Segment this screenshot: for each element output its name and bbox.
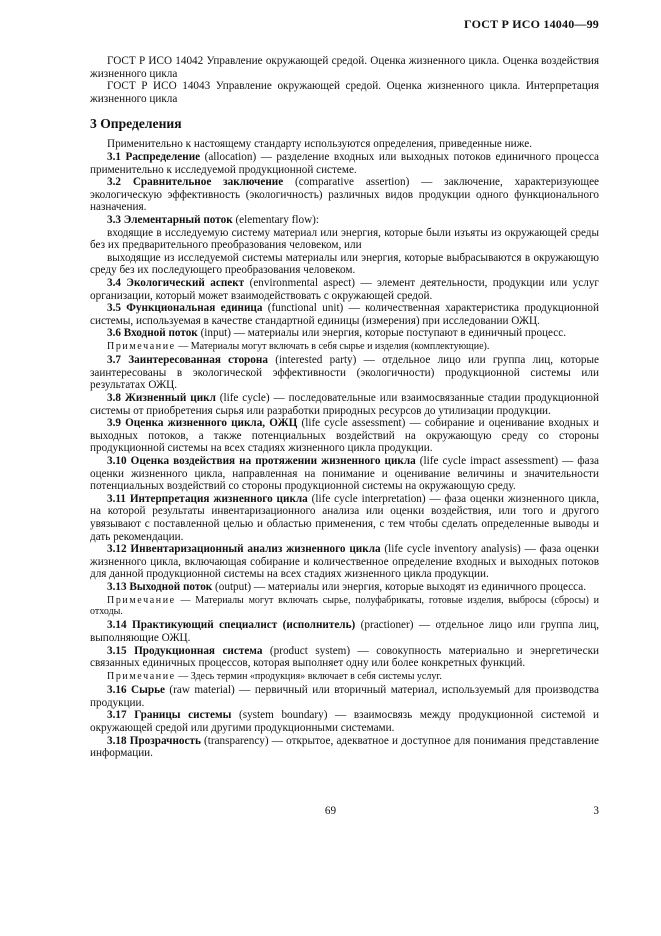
definition-number: 3.8 <box>107 392 121 405</box>
note-text: — Здесь термин «продукция» включает в себя системы услуг. <box>175 670 442 682</box>
definition-term: Функциональная единица <box>126 302 263 315</box>
definition-number: 3.14 <box>107 619 127 632</box>
definition-term: Прозрачность <box>129 734 201 747</box>
definition-text: (input) — материалы или энергия, которые поступают в единичный процесс. <box>197 327 567 340</box>
definition-3-6 <box>90 327 599 340</box>
definition-text: (life cycle interpretation) — фаза оценки жизненного цикла, на которой результаты инвентаризационного анализа или оценки воздействия, или того и другого увязывают с поставленной целью и областью применения, с тем чтобы сделать определенные выводы и дать рекомендации. <box>90 492 600 543</box>
definition-term: Продукционная система <box>134 644 263 657</box>
note-label: Примечание <box>107 340 176 352</box>
definition-text: (functional unit) — количественная характеристика продукционной системы, используемая в качестве стандартной единицы (измерения) при исследовании ОЖЦ. <box>90 302 600 327</box>
definition-text: (comparative assertion) — заключение, характеризующее экологическую эффективность (экологичность) различных видов продукции одного функционального назначения. <box>90 176 600 214</box>
definition-term: Элементарный поток <box>123 213 233 226</box>
definition-number: 3.11 <box>107 492 126 505</box>
definition-3-16 <box>90 684 599 709</box>
note-3-6 <box>90 341 599 352</box>
definition-3-3-output: выходящие из исследуемой системы материалы или энергия, которые выбрасываются в окружающую среду без их последующего преобразования человеком. <box>90 251 599 277</box>
definition-text: (life cycle impact assessment) — фаза оценки жизненного цикла, направленная на понимание и оценивание величины и значительности потенциальных воздействий со стороны продукционной системы на окружающую среду. <box>90 455 600 493</box>
definition-term: Заинтересованная сторона <box>128 354 268 367</box>
definition-3-1 <box>90 151 599 176</box>
definition-text: (interested party) — отдельное лицо или группа лиц, которые заинтересованы в экологической эффективности (экологичности) продукционной системы или результатах ОЖЦ. <box>90 354 599 392</box>
definition-3-15 <box>90 645 599 670</box>
definition-number: 3.2 <box>107 176 121 189</box>
definition-number: 3.1 <box>107 150 121 163</box>
definition-3-12 <box>90 543 599 581</box>
definition-text: (life cycle inventory analysis) — фаза оценки жизненного цикла, включающая собирание и количественное определение входных и выходных потоков для данной продукционной системы на всех стадиях жизненного цикла продукции. <box>90 543 599 581</box>
definition-text: (raw material) — первичный или вторичный материал, используемый для производства продукции. <box>90 684 599 709</box>
definition-term: Сравнительное заключение <box>132 176 284 189</box>
definition-text: (transparency) — открытое, адекватное и доступное для понимания представление информации. <box>90 734 599 760</box>
page-number-right: 3 <box>593 805 599 817</box>
definition-number: 3.7 <box>107 354 121 367</box>
definition-3-4 <box>90 277 599 302</box>
note-3-15 <box>90 671 599 682</box>
page-number-center: 69 <box>324 805 337 817</box>
definition-number: 3.17 <box>107 709 127 722</box>
definition-term: Границы системы <box>134 709 232 722</box>
definition-number: 3.4 <box>107 276 121 289</box>
reference-item: ГОСТ Р ИСО 14042 Управление окружающей средой. Оценка жизненного цикла. Оценка воздействия жизненного цикла <box>90 55 599 80</box>
definition-term: Распределение <box>125 150 201 163</box>
definition-3-11 <box>90 493 599 543</box>
definition-number: 3.3 <box>107 213 121 226</box>
page-header: ГОСТ Р ИСО 14040—99 <box>464 17 599 31</box>
definition-term: Интерпретация жизненного цикла <box>129 492 308 505</box>
document-body <box>90 55 599 760</box>
definition-term: Входной поток <box>123 327 198 340</box>
definition-number: 3.5 <box>107 302 121 315</box>
definition-text: (output) — материалы или энергия, которые выходят из единичного процесса. <box>212 580 587 593</box>
definition-3-13 <box>90 581 599 594</box>
definition-3-9 <box>90 417 599 455</box>
definition-term: Практикующий специалист (исполнитель) <box>132 619 356 632</box>
definition-3-7 <box>90 354 599 392</box>
definition-term: Экологический аспект <box>126 276 245 289</box>
note-label: Примечание <box>107 670 176 682</box>
definition-text: (system boundary) — взаимосвязь между продукционной системой и окружающей средой или другими продукционными системами. <box>90 709 599 734</box>
definition-term: Оценка жизненного цикла, ОЖЦ <box>125 417 298 430</box>
definition-term: Сырье <box>131 684 165 697</box>
definition-3-10 <box>90 455 599 493</box>
definition-text: (environmental aspect) — элемент деятельности, продукции или услуг организации, который может взаимодействовать с окружающей средой. <box>90 276 600 302</box>
note-label: Примечание <box>107 594 176 606</box>
definition-number: 3.12 <box>107 543 127 556</box>
definition-text: (practioner) — отдельное лицо или группа лиц, выполняющие ОЖЦ. <box>90 619 599 644</box>
section-title: 3 Определения <box>90 116 182 132</box>
reference-item: ГОСТ Р ИСО 14043 Управление окружающей средой. Оценка жизненного цикла. Интерпретация жизненного цикла <box>90 80 599 105</box>
definition-number: 3.15 <box>107 644 127 657</box>
definition-term: Оценка воздействия на протяжении жизненного цикла <box>130 455 416 468</box>
note-text: — Материалы могут включать сырье, полуфабрикаты, готовые изделия, выбросы (сбросы) и отходы. <box>90 594 599 617</box>
definition-text: (life cycle assessment) — собирание и оценивание входных и выходных потоков, а также потенциальных воздействий на окружающую среду со стороны продукционной системы на всех стадиях жизненного цикла продукции. <box>90 417 599 455</box>
definition-number: 3.6 <box>107 327 121 340</box>
definition-number: 3.9 <box>107 417 121 430</box>
note-3-13 <box>90 595 599 618</box>
definition-text: (allocation) — разделение входных или выходных потоков единичного процесса применительно к исследуемой продукционной системе. <box>90 150 599 176</box>
definition-3-17 <box>90 709 599 734</box>
definition-3-3 <box>90 214 599 227</box>
definition-number: 3.13 <box>107 580 127 593</box>
definition-3-8 <box>90 392 599 417</box>
definition-number: 3.18 <box>107 734 127 747</box>
definition-term: Жизненный цикл <box>124 392 216 405</box>
definition-text: (elementary flow): <box>232 213 320 226</box>
definition-3-14 <box>90 619 599 644</box>
definition-term: Выходной поток <box>129 580 213 593</box>
definition-term: Инвентаризационный анализ жизненного цикла <box>130 543 381 556</box>
definition-number: 3.10 <box>107 455 127 468</box>
definition-number: 3.16 <box>107 684 127 697</box>
definition-3-18 <box>90 735 599 760</box>
definition-text: (life cycle) — последовательные или взаимосвязанные стадии продукционной системы от приобретения сырья или разработки природных ресурсов до утилизации продукции. <box>90 392 600 417</box>
section-intro: Применительно к настоящему стандарту используются определения, приведенные ниже. <box>107 138 532 151</box>
definition-3-2 <box>90 176 599 214</box>
definition-3-3-input: входящие в исследуемую систему материал или энергия, которые были изъяты из окружающей среды без их предварительного преобразования человеком, или <box>90 226 599 252</box>
definition-3-5 <box>90 302 599 327</box>
note-text: — Материалы могут включать в себя сырье и изделия (комплектующие). <box>175 340 490 352</box>
definition-text: (product system) — совокупность материально и энергетически связанных единичных процессов, которая выполняет одну или более конкретных функций. <box>90 644 599 670</box>
reference-list <box>90 55 599 105</box>
